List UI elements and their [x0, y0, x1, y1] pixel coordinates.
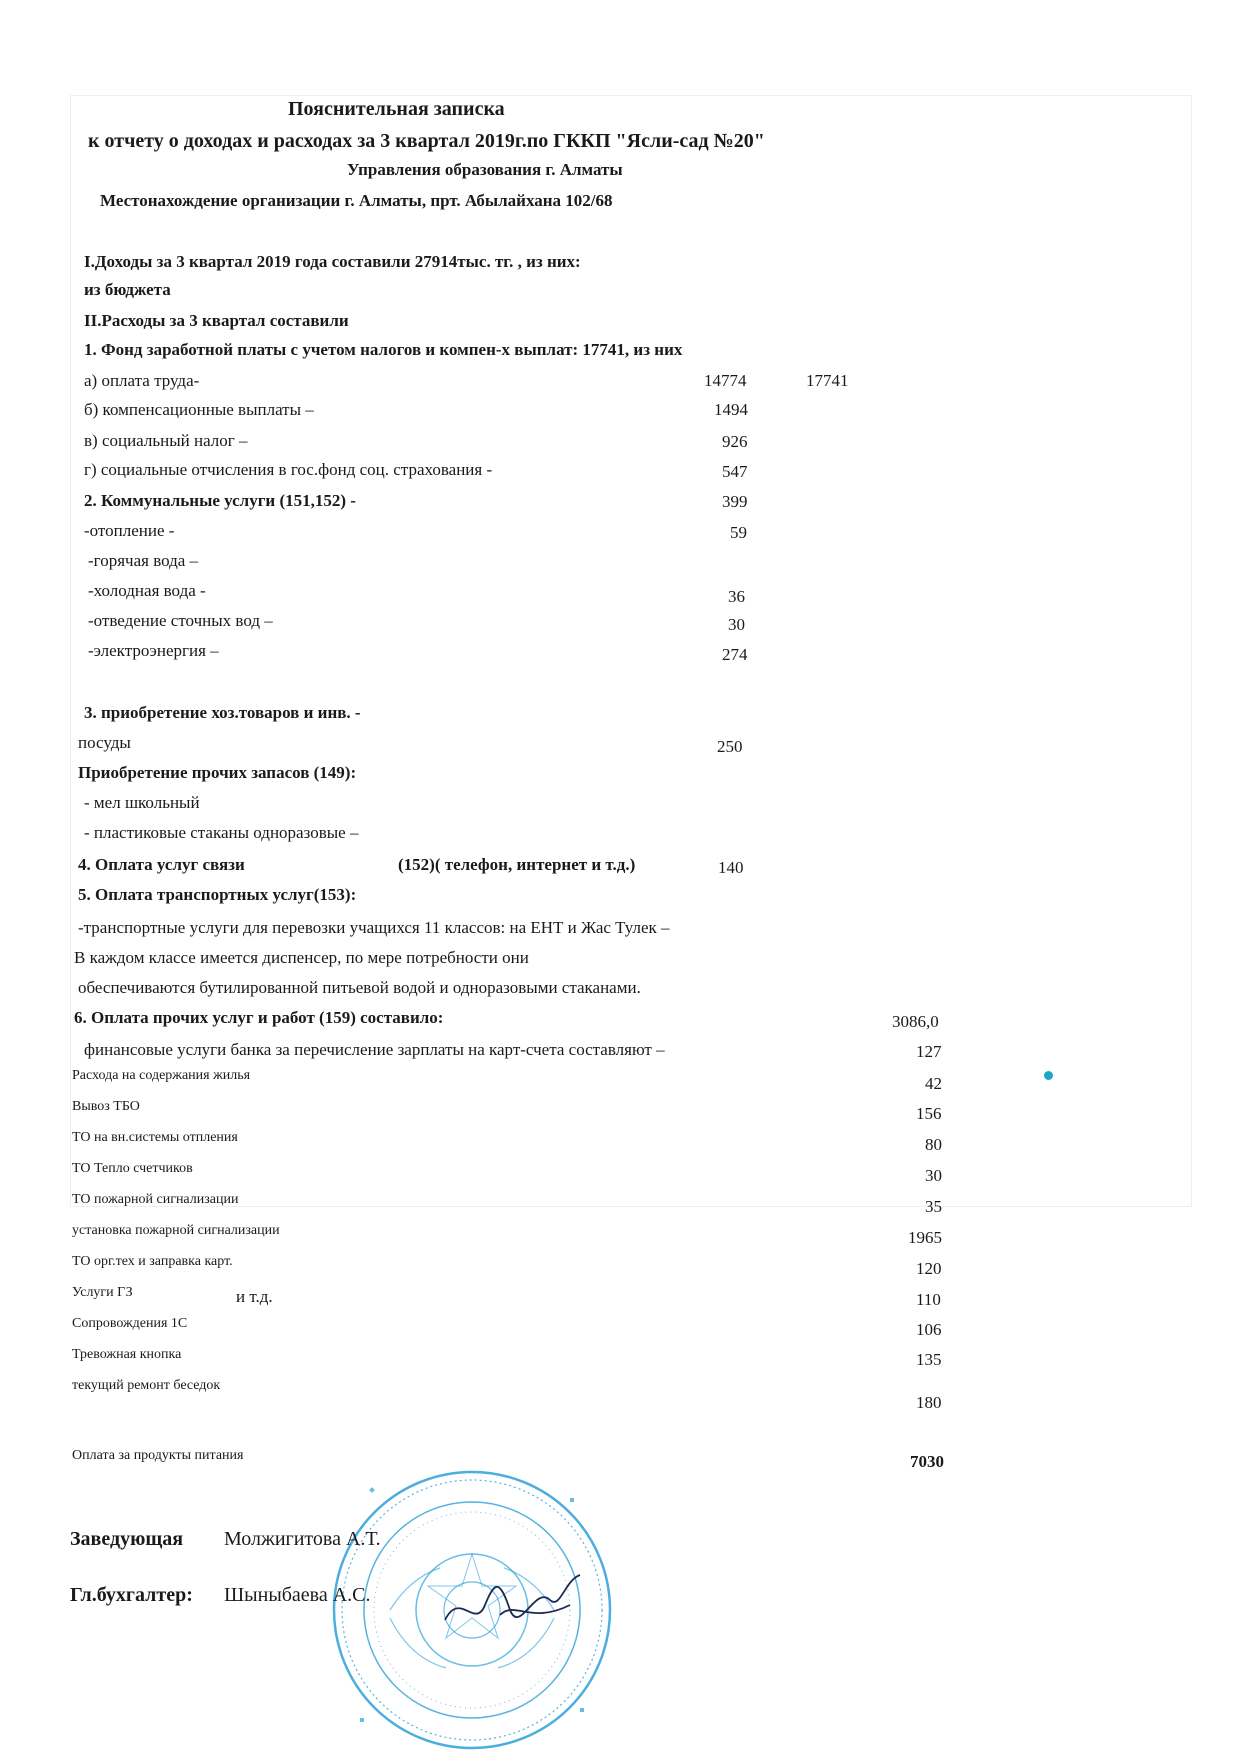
service-item-value: 106 [916, 1320, 942, 1339]
utility-item-value: 36 [728, 587, 745, 606]
handwritten-signature [440, 1570, 590, 1640]
payroll-item-value: 547 [722, 462, 748, 481]
service-item-value: 110 [916, 1290, 941, 1309]
utilities-value: 399 [722, 492, 748, 511]
utility-item-value: 30 [728, 615, 745, 634]
other-services-total: 3086,0 [892, 1012, 939, 1031]
utility-item-label: -отведение сточных вод – [88, 611, 273, 630]
utility-item-value: 59 [730, 523, 747, 542]
blue-ink-dot [1044, 1071, 1053, 1080]
service-item-value: 30 [925, 1166, 942, 1185]
other-supplies-title: Приобретение прочих запасов (149): [78, 763, 357, 782]
service-item-label: ТО на вн.системы отпления [72, 1130, 238, 1145]
other-supplies-item: - мел школьный [84, 793, 200, 812]
bank-services-label: финансовые услуги банка за перечисление зарплаты на карт-счета составляют – [84, 1040, 665, 1059]
service-etc-label: и т.д. [236, 1287, 273, 1306]
payroll-item-value: 1494 [714, 400, 748, 419]
communication-title: 4. Оплата услуг связи [78, 855, 245, 874]
payroll-item-label: г) социальные отчисления в гос.фонд соц. страхования - [84, 460, 493, 479]
document-title: Пояснительная записка [288, 98, 505, 120]
transport-line: обеспечиваются бутилированной питьевой водой и одноразовыми стаканами. [78, 978, 641, 997]
payroll-item-label: б) компенсационные выплаты – [84, 400, 314, 419]
payroll-item-value: 926 [722, 432, 748, 451]
transport-line: В каждом классе имеется диспенсер, по мере потребности они [74, 948, 529, 967]
head-title: Заведующая [70, 1528, 184, 1550]
service-item-label: ТО орг.тех и заправка карт. [72, 1254, 233, 1269]
service-item-value: 35 [925, 1197, 942, 1216]
department-line: Управления образования г. Алматы [347, 160, 623, 179]
other-supplies-item: - пластиковые стаканы одноразовые – [84, 823, 359, 842]
service-item-label: Расхода на содержания жилья [72, 1068, 251, 1083]
payroll-title: 1. Фонд заработной платы с учетом налогов и компен-х выплат: 17741, из них [84, 340, 683, 359]
payroll-item-label: а) оплата труда- [84, 371, 200, 390]
utilities-title: 2. Коммунальные услуги (151,152) - [84, 491, 356, 510]
transport-title: 5. Оплата транспортных услуг(153): [78, 885, 357, 904]
service-item-label: ТО Тепло счетчиков [72, 1161, 193, 1176]
food-value: 7030 [910, 1452, 944, 1471]
service-item-value: 42 [925, 1074, 942, 1093]
document-subtitle: к отчету о доходах и расходах за 3 квартал 2019г.по ГККП "Ясли-сад №20" [88, 130, 765, 152]
food-label: Оплата за продукты питания [72, 1448, 244, 1463]
service-item-label: текущий ремонт беседок [72, 1378, 221, 1393]
utility-item-label: -горячая вода – [88, 551, 199, 570]
accountant-name: Шыныбаева А.С. [224, 1584, 371, 1606]
service-item-label: Вывоз ТБО [72, 1099, 140, 1114]
dishes-value: 250 [717, 737, 743, 756]
transport-line: -транспортные услуги для перевозки учащихся 11 классов: на ЕНТ и Жас Тулек – [78, 918, 670, 937]
service-item-label: Сопровождения 1С [72, 1316, 188, 1331]
utility-item-label: -отопление - [84, 521, 175, 540]
dishes-label: посуды [78, 733, 131, 752]
head-name: Молжигитова А.Т. [224, 1528, 381, 1550]
payroll-item-label: в) социальный налог – [84, 431, 248, 450]
service-item-label: установка пожарной сигнализации [72, 1223, 280, 1238]
service-item-value: 120 [916, 1259, 942, 1278]
utility-item-label: -холодная вода - [88, 581, 206, 600]
utility-item-value: 274 [722, 645, 748, 664]
service-item-label: Тревожная кнопка [72, 1347, 182, 1362]
service-item-value: 180 [916, 1393, 942, 1412]
service-item-label: Услуги ГЗ [72, 1285, 133, 1300]
utility-item-label: -электроэнергия – [88, 641, 219, 660]
service-item-label: ТО пожарной сигнализации [72, 1192, 239, 1207]
bank-services-value: 127 [916, 1042, 942, 1061]
location-line: Местонахождение организации г. Алматы, прт. Абылайхана 102/68 [100, 191, 613, 210]
communication-value: 140 [718, 858, 744, 877]
other-services-title: 6. Оплата прочих услуг и работ (159) составило: [74, 1008, 444, 1027]
service-item-value: 156 [916, 1104, 942, 1123]
accountant-title: Гл.бухгалтер: [70, 1584, 193, 1606]
service-item-value: 80 [925, 1135, 942, 1154]
income-title: I.Доходы за 3 квартал 2019 года составили 27914тыс. тг. , из них: [84, 252, 581, 271]
communication-code: (152)( телефон, интернет и т.д.) [398, 855, 636, 874]
service-item-value: 135 [916, 1350, 942, 1369]
household-title: 3. приобретение хоз.товаров и инв. - [84, 703, 361, 722]
income-budget-label: из бюджета [84, 280, 171, 299]
payroll-total-value: 17741 [806, 371, 849, 390]
payroll-item-value: 14774 [704, 371, 747, 390]
expenses-title: II.Расходы за 3 квартал составили [84, 311, 349, 330]
service-item-value: 1965 [908, 1228, 942, 1247]
